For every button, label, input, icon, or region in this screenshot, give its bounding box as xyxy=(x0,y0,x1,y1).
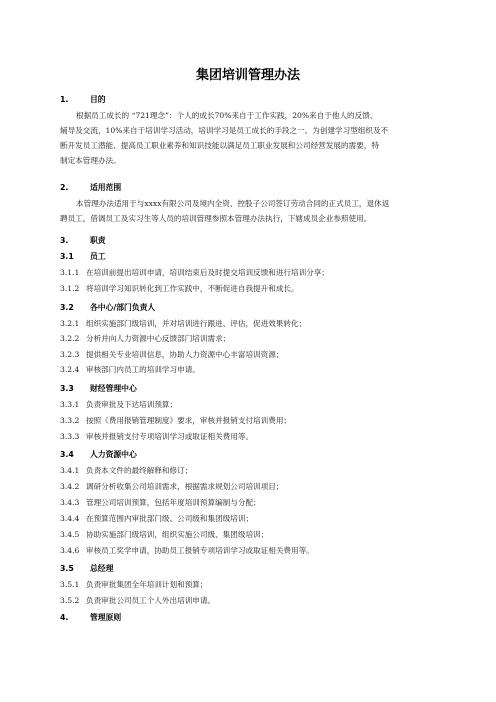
list-item: 3.2.2 分析并向人力资源中心反馈部门培训需求； xyxy=(60,334,231,343)
paragraph-line: 制定本管理办法。 xyxy=(60,156,121,165)
list-item: 3.4.2 调研分析收集公司培训需求，根据需求规划公司培训项目； xyxy=(60,482,284,491)
list-item: 3.1.1 在培训前提出培训申请，培训结束后及时提交培训反馈和进行培训分享； xyxy=(60,268,329,277)
section-heading-duties: 3. 职责 xyxy=(60,236,106,245)
subsection-heading: 3.5 总经理 xyxy=(60,564,114,573)
list-item: 3.4.1 负责本文件的最终解释和修订； xyxy=(60,466,193,475)
paragraph-line: 辅导及交流，10%来自于培训学习活动，培训学习是员工成长的手段之一。为创建学习型组织及不 xyxy=(60,126,389,135)
list-item: 3.4.4 在预算范围内审批部门级、公司级和集团级培训； xyxy=(60,514,254,523)
document-title: 集团培训管理办法 xyxy=(195,68,300,83)
list-item: 3.2.1 组织实施部门级培训，并对培训进行跟进、评估，促进效果转化； xyxy=(60,319,307,328)
list-item: 3.1.2 将培训学习知识转化到工作实践中，不断促进自我提升和成长。 xyxy=(60,284,299,293)
list-item: 3.3.1 负责审批及下达培训预算； xyxy=(60,400,178,409)
list-item: 3.2.3 提供相关专业培训信息，协助人力资源中心丰富培训资源； xyxy=(60,350,284,359)
list-item: 3.5.1 负责审批集团全年培训计划和预算； xyxy=(60,580,208,589)
list-item: 3.3.3 审核并报销支付专项培训学习或取证相关费用等。 xyxy=(60,432,254,441)
list-item: 3.4.5 协助实施部门级培训，组织实施公司级、集团级培训； xyxy=(60,530,269,539)
subsection-heading: 3.1 员工 xyxy=(60,252,106,261)
list-item: 3.3.2 按照《费用报销管理制度》要求，审核并报销支付培训费用； xyxy=(60,416,292,425)
section-heading-scope: 2. 适用范围 xyxy=(60,183,122,192)
paragraph-line: 断开发员工潜能、提高员工职业素养和知识技能以满足员工职业发展和公司经营发展的需要，特 xyxy=(60,141,379,150)
list-item: 3.5.2 负责审批公司员工个人外出培训申请。 xyxy=(60,596,216,605)
list-item: 3.2.4 审核部门内员工的培训学习申请。 xyxy=(60,365,200,374)
list-item: 3.4.3 管理公司培训预算，包括年度培训预算编制与分配； xyxy=(60,498,261,507)
section-heading-principles: 4. 管理原则 xyxy=(60,613,122,622)
subsection-heading: 3.2 各中心/部门负责人 xyxy=(60,303,156,312)
list-item: 3.4.6 审核员工奖学申请，协助员工报销专项培训学习或取证相关费用等。 xyxy=(60,546,314,555)
paragraph-line: 聘员工，借调员工及实习生等人员的培训管理参照本管理办法执行，下辖成员企业参照使用。 xyxy=(60,214,372,223)
paragraph-line: 本管理办法适用于与xxxx有限公司及境内全资、控股子公司签订劳动合同的正式员工，退休返 xyxy=(76,199,390,208)
subsection-heading: 3.3 财经管理中心 xyxy=(60,384,137,393)
section-heading-purpose: 1. 目的 xyxy=(60,95,106,104)
subsection-heading: 3.4 人力资源中心 xyxy=(60,450,137,459)
paragraph-line: 根据员工成长的 “721理念”：个人的成长70%来自于工作实践，20%来自于他人的反馈、 xyxy=(76,111,378,120)
